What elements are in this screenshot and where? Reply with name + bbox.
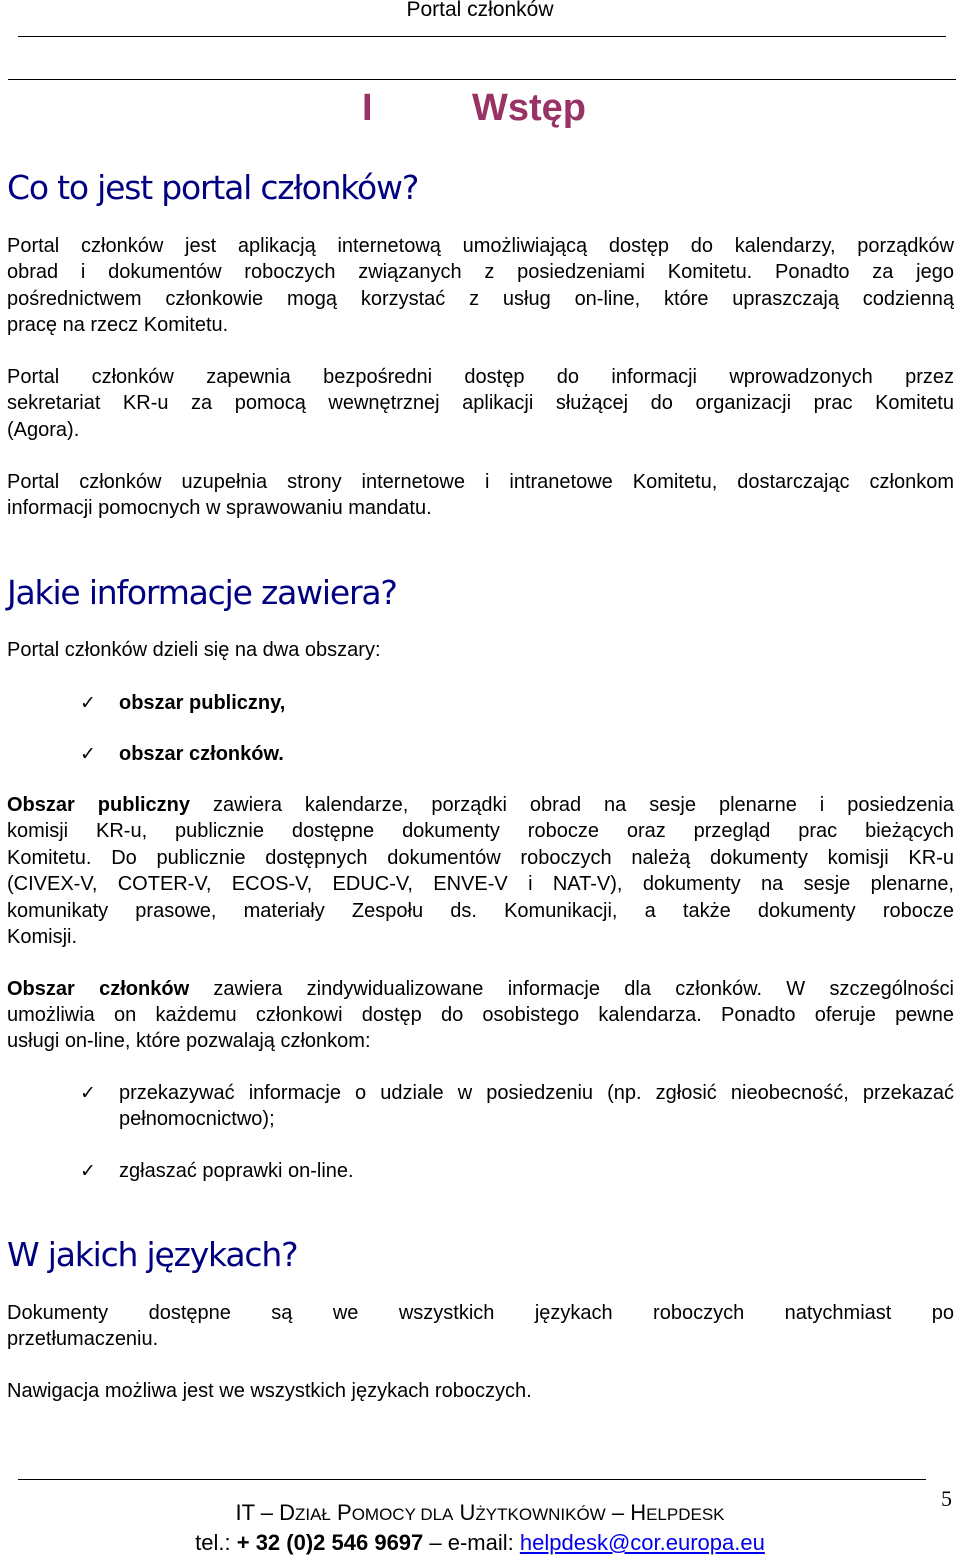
list-item-label: obszar publiczny, xyxy=(119,692,286,714)
section-heading-contents: Jakie informacje zawiera? xyxy=(7,573,397,612)
paragraph-line: Dokumenty dostępne są we wszystkich językach roboczych natychmiast po xyxy=(7,1302,954,1324)
paragraph-line: Nawigacja możliwa jest we wszystkich językach roboczych. xyxy=(7,1380,532,1402)
term-members-area: Obszar członków xyxy=(7,978,190,1000)
paragraph-line: Portal członków zapewnia bezpośredni dostęp do informacji wprowadzonych przez xyxy=(7,366,954,388)
checkmark-icon: ✓ xyxy=(80,743,96,765)
paragraph-line: usługi on-line, które pozwalają członkom: xyxy=(7,1030,371,1052)
paragraph-line: komisji KR-u, publicznie dostępne dokumenty robocze oraz przegląd prac bieżących xyxy=(7,820,954,842)
paragraph-line: Komisji. xyxy=(7,926,78,948)
page-number: 5 xyxy=(941,1486,952,1511)
paragraph-line: (Agora). xyxy=(7,419,80,441)
paragraph-line: Obszar członków zawiera zindywidualizowane informacje dla członków. W szczególności xyxy=(7,978,954,1000)
paragraph-line: (CIVEX-V, COTER-V, ECOS-V, EDUC-V, ENVE-V i NAT-V), dokumenty na sesje plenarne, xyxy=(7,873,954,895)
paragraph-line: umożliwia on każdemu członkowi dostęp do osobistego kalendarza. Ponadto oferuje pewne xyxy=(7,1004,954,1026)
checkmark-icon: ✓ xyxy=(80,692,96,714)
checkmark-icon: ✓ xyxy=(80,1160,96,1182)
paragraph-line: pracę na rzecz Komitetu. xyxy=(7,314,229,336)
list-item-label: przekazywać informacje o udziale w posiedzeniu (np. zgłosić nieobecność, przekazać pełnomocnictwo); xyxy=(119,1082,954,1131)
header-rule-bottom xyxy=(8,79,956,80)
list-item-label: obszar członków. xyxy=(119,743,284,765)
footer-contact: tel.: + 32 (0)2 546 9697 – e-mail: helpdesk@cor.europa.eu xyxy=(195,1530,765,1555)
footer-department: IT – DZIAŁ POMOCY DLA UŻYTKOWNIKÓW – HELPDESK xyxy=(235,1500,725,1525)
paragraph-line: sekretariat KR-u za pomocą wewnętrznej aplikacji służącej do organizacji prac Komitetu xyxy=(7,392,954,414)
footer-rule xyxy=(18,1479,926,1480)
paragraph-line: obrad i dokumentów roboczych związanych z posiedzeniami Komitetu. Ponadto za jego xyxy=(7,261,954,283)
paragraph-line: Portal członków uzupełnia strony internetowe i intranetowe Komitetu, dostarczając członkom xyxy=(7,471,954,493)
chapter-number: I xyxy=(362,87,373,129)
paragraph-line: Portal członków jest aplikacją internetową umożliwiającą dostęp do kalendarzy, porządków xyxy=(7,235,954,257)
paragraph-line: Komitetu. Do publicznie dostępnych dokumentów roboczych należą dokumenty komisji KR-u xyxy=(7,847,954,869)
section-heading-what-is: Co to jest portal członków? xyxy=(7,168,419,207)
paragraph-line: Obszar publiczny zawiera kalendarze, porządki obrad na sesje plenarne i posiedzenia xyxy=(7,794,954,816)
paragraph-line: informacji pomocnych w sprawowaniu mandatu. xyxy=(7,497,432,519)
footer-phone: + 32 (0)2 546 9697 xyxy=(236,1530,424,1555)
header-rule-top xyxy=(18,36,946,37)
footer-email-link[interactable]: helpdesk@cor.europa.eu xyxy=(519,1530,765,1555)
paragraph-line: przetłumaczeniu. xyxy=(7,1328,159,1350)
page-header-title: Portal członków xyxy=(406,0,554,21)
section-heading-languages: W jakich językach? xyxy=(7,1235,298,1274)
paragraph-line: pośrednictwem członkowie mogą korzystać z usług on-line, które upraszczają codzienną xyxy=(7,288,954,310)
paragraph-line: komunikaty prasowe, materiały Zespołu ds. Komunikacji, a także dokumenty robocze xyxy=(7,900,954,922)
chapter-title: Wstęp xyxy=(472,87,586,129)
list-item-label: zgłaszać poprawki on-line. xyxy=(119,1160,354,1182)
paragraph-line: Portal członków dzieli się na dwa obszary: xyxy=(7,639,381,661)
checkmark-icon: ✓ xyxy=(80,1082,96,1104)
term-public-area: Obszar publiczny xyxy=(7,794,191,816)
